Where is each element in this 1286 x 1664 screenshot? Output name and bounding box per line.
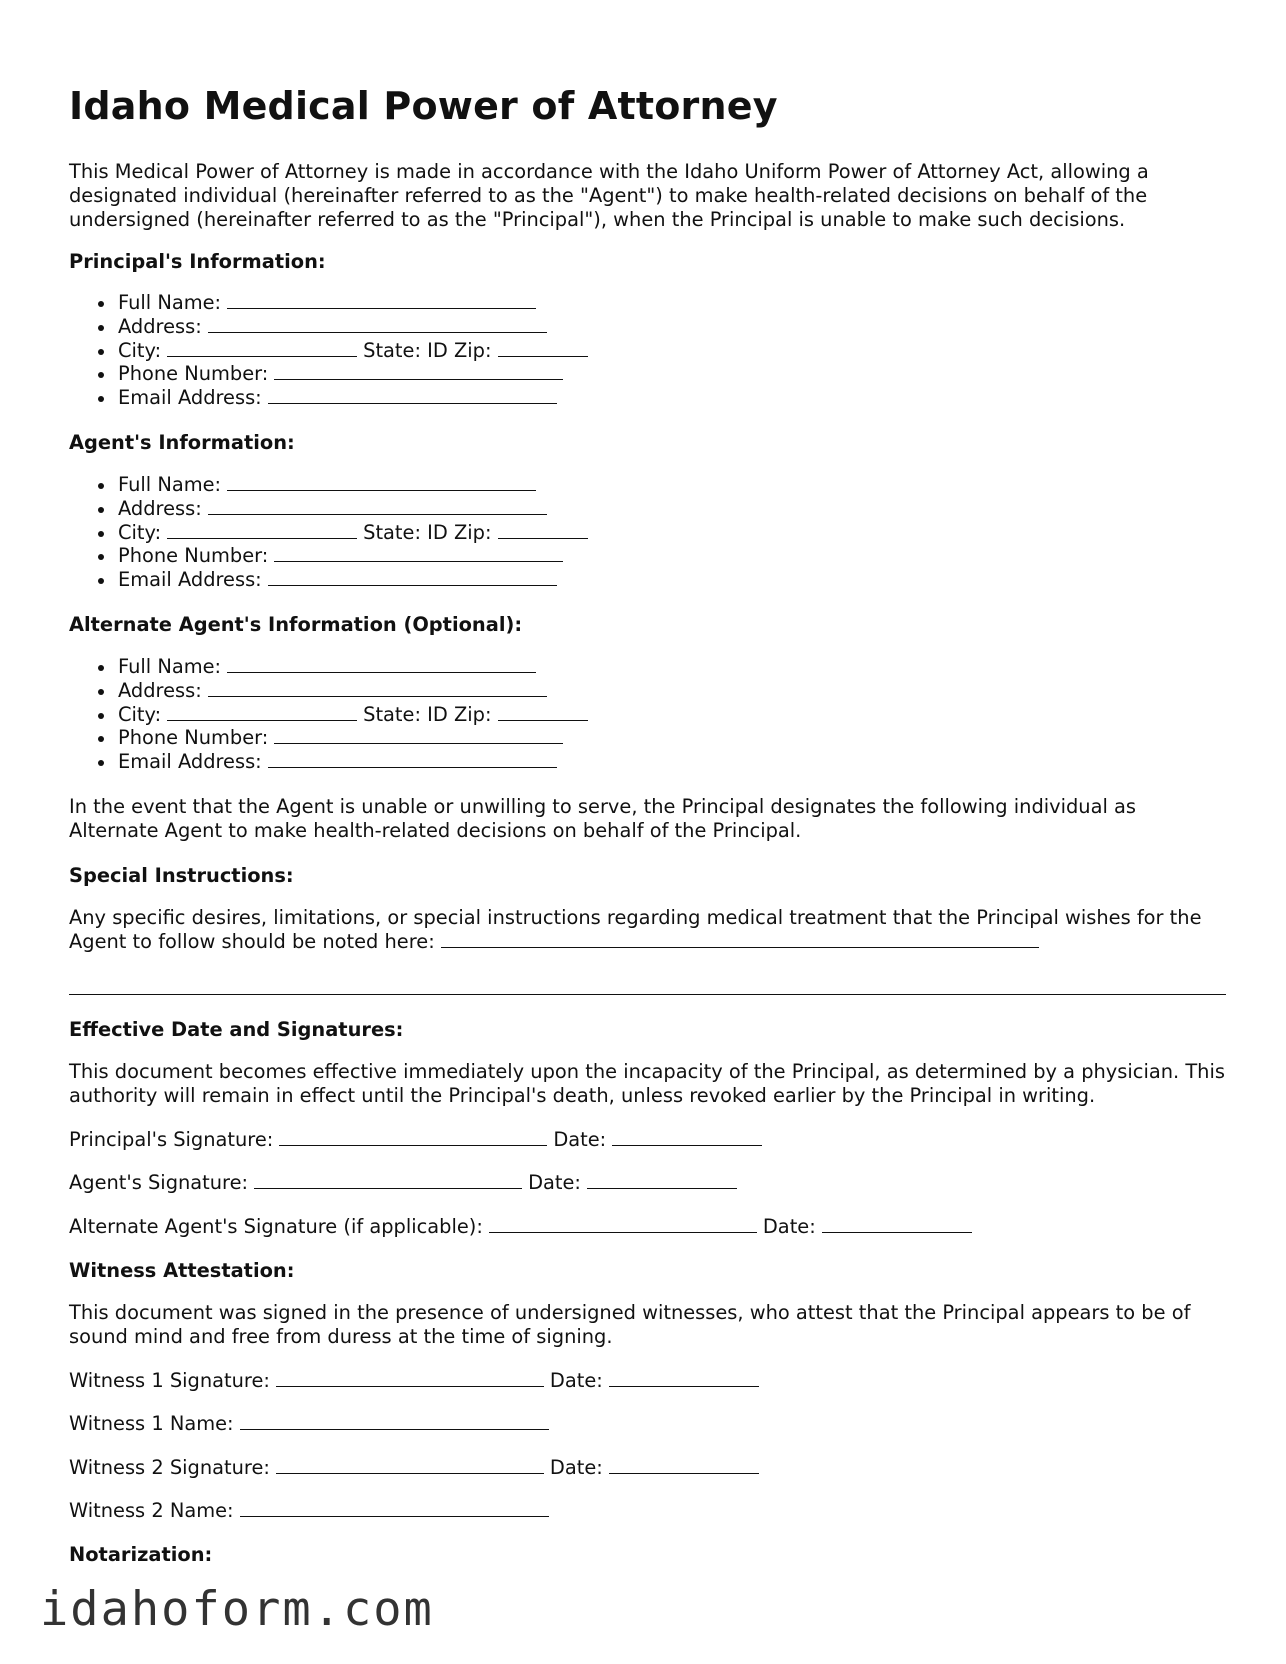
agent-date-field[interactable] [587,1171,737,1189]
notarization-heading: Notarization: [69,1543,213,1566]
special-instructions-heading: Special Instructions: [69,864,294,887]
list-item: Email Address: [69,386,594,410]
agent-city-field[interactable] [167,521,357,539]
agent-signature-field[interactable] [254,1171,522,1189]
principal-zip-field[interactable] [498,339,588,357]
agent-full-name-field[interactable] [227,473,536,491]
effective-date-paragraph: This document becomes effective immediately upon the incapacity of the Principal, as determined by a physician. This authority will remain in effect until the Principal's death, unless revoked earlier by the Principal in writing. [69,1060,1225,1107]
list-item: Full Name: [69,473,594,497]
witness1-date-field[interactable] [609,1369,759,1387]
alternate-agent-info-list [69,655,594,774]
agent-email-field[interactable] [268,568,557,586]
principal-address-field[interactable] [208,315,547,333]
list-item: Email Address: [69,568,594,592]
alternate-city-field[interactable] [167,703,357,721]
principal-date-field[interactable] [612,1128,762,1146]
principal-signature-row: Principal's Signature: Date: [69,1128,768,1152]
special-instructions-field[interactable] [441,930,1039,948]
agent-signature-row: Agent's Signature: Date: [69,1171,743,1195]
alternate-address-field[interactable] [208,679,547,697]
witness-heading: Witness Attestation: [69,1259,295,1282]
list-item: Phone Number: [69,544,594,568]
alternate-zip-field[interactable] [498,703,588,721]
witness2-signature-row: Witness 2 Signature: Date: [69,1456,765,1480]
agent-address-field[interactable] [208,497,547,515]
principal-city-field[interactable] [167,339,357,357]
special-instructions-line[interactable] [69,994,1226,995]
alternate-signature-row: Alternate Agent's Signature (if applicable): Date: [69,1215,978,1239]
witness1-name-field[interactable] [240,1412,549,1430]
witness1-signature-row: Witness 1 Signature: Date: [69,1369,765,1393]
list-item: Full Name: [69,655,594,679]
alternate-agent-paragraph: In the event that the Agent is unable or unwilling to serve, the Principal designates the following individual as Alternate Agent to make health-related decisions on behalf of the Principal. [69,795,1137,842]
agent-phone-field[interactable] [274,544,563,562]
list-item: City: State: ID Zip: [69,703,594,727]
principal-phone-field[interactable] [274,362,563,380]
alternate-date-field[interactable] [822,1215,972,1233]
witness1-signature-field[interactable] [276,1369,544,1387]
document-title: Idaho Medical Power of Attorney [69,84,778,128]
special-instructions-paragraph: Any specific desires, limitations, or special instructions regarding medical treatment that the Principal wishes for the Agent to follow should be noted here: [69,906,1202,953]
principal-full-name-field[interactable] [227,291,536,309]
alternate-agent-heading: Alternate Agent's Information (Optional): [69,613,523,636]
list-item: Address: [69,679,594,703]
principal-email-field[interactable] [268,386,557,404]
alternate-email-field[interactable] [268,750,557,768]
agent-info-list [69,473,594,592]
witness2-name-field[interactable] [240,1499,549,1517]
list-item: Address: [69,497,594,521]
agent-heading: Agent's Information: [69,431,295,454]
principal-signature-field[interactable] [279,1128,547,1146]
alternate-full-name-field[interactable] [227,655,536,673]
list-item: Address: [69,315,594,339]
effective-date-heading: Effective Date and Signatures: [69,1018,404,1041]
principal-heading: Principal's Information: [69,250,326,273]
list-item: City: State: ID Zip: [69,521,594,545]
list-item: City: State: ID Zip: [69,339,594,363]
list-item: Email Address: [69,750,594,774]
witness2-name-row: Witness 2 Name: [69,1499,555,1523]
alternate-signature-field[interactable] [489,1215,757,1233]
alternate-phone-field[interactable] [274,726,563,744]
witness1-name-row: Witness 1 Name: [69,1412,555,1436]
intro-paragraph: This Medical Power of Attorney is made in accordance with the Idaho Uniform Power of Attorney Act, allowing a designated individual (hereinafter referred to as the "Agent") to make health-related decisions on behalf of the undersigned (hereinafter referred to as the "Principal"), when the Principal is unable to make such decisions. [69,160,1149,231]
witness-paragraph: This document was signed in the presence of undersigned witnesses, who attest that the Principal appears to be of sound mind and free from duress at the time of signing. [69,1301,1191,1348]
agent-zip-field[interactable] [498,521,588,539]
list-item: Phone Number: [69,362,594,386]
principal-info-list [69,291,594,410]
list-item: Phone Number: [69,726,594,750]
list-item: Full Name: [69,291,594,315]
witness2-signature-field[interactable] [276,1456,544,1474]
witness2-date-field[interactable] [609,1456,759,1474]
watermark: idahoform.com [40,1582,434,1637]
